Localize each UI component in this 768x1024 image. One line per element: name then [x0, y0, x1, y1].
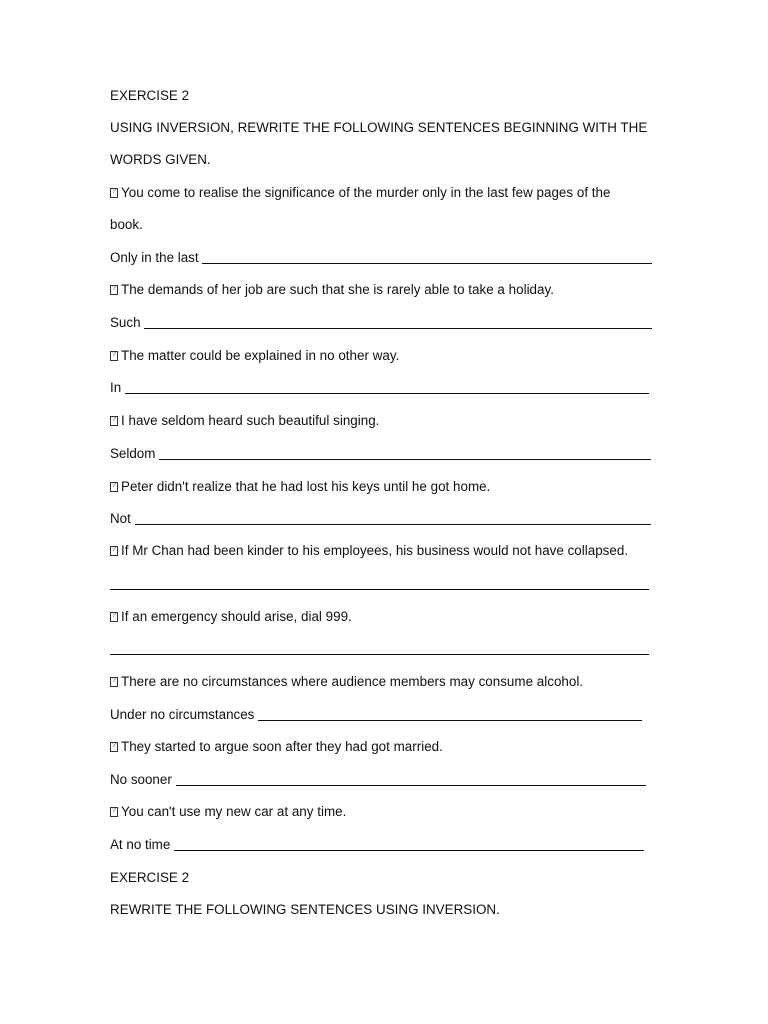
sentence-9-text: They started to argue soon after they had got married.	[121, 739, 443, 754]
answer-row-1	[110, 250, 652, 266]
missing-glyph-bullet-icon	[110, 285, 118, 295]
answer-prompt-8: Under no circumstances	[110, 707, 255, 722]
answer-prompt-4: Seldom	[110, 446, 156, 461]
exercise-heading-2: EXERCISE 2	[110, 870, 190, 885]
sentence-2	[110, 282, 554, 298]
sentence-4	[110, 413, 379, 429]
answer-blank-7[interactable]	[110, 642, 649, 655]
answer-row-2	[110, 315, 652, 331]
answer-blank-9[interactable]	[176, 773, 646, 786]
answer-row-7	[110, 641, 649, 657]
instruction-line-1: USING INVERSION, REWRITE THE FOLLOWING SENTENCES BEGINNING WITH THE	[110, 120, 648, 135]
answer-row-6	[110, 576, 649, 592]
answer-blank-4[interactable]	[159, 447, 651, 460]
missing-glyph-bullet-icon	[110, 351, 118, 361]
answer-prompt-2: Such	[110, 315, 141, 330]
instruction-2: REWRITE THE FOLLOWING SENTENCES USING INVERSION.	[110, 902, 500, 917]
missing-glyph-bullet-icon	[110, 188, 118, 198]
answer-prompt-9: No sooner	[110, 772, 172, 787]
sentence-3-text: The matter could be explained in no other way.	[121, 348, 400, 363]
answer-row-8	[110, 707, 642, 723]
sentence-4-text: I have seldom heard such beautiful singing.	[121, 413, 380, 428]
answer-row-3	[110, 380, 649, 396]
missing-glyph-bullet-icon	[110, 742, 118, 752]
answer-row-9	[110, 772, 646, 788]
sentence-3	[110, 348, 399, 364]
instruction-line-2: WORDS GIVEN.	[110, 152, 211, 167]
sentence-7-text: If an emergency should arise, dial 999.	[121, 609, 352, 624]
answer-blank-5[interactable]	[135, 512, 651, 525]
missing-glyph-bullet-icon	[110, 546, 118, 556]
sentence-1-continuation: book.	[110, 217, 143, 232]
answer-prompt-1: Only in the last	[110, 250, 199, 265]
sentence-7	[110, 609, 352, 625]
answer-blank-8[interactable]	[258, 708, 642, 721]
sentence-10	[110, 804, 346, 820]
missing-glyph-bullet-icon	[110, 612, 118, 622]
missing-glyph-bullet-icon	[110, 416, 118, 426]
sentence-1	[110, 185, 610, 201]
answer-prompt-5: Not	[110, 511, 131, 526]
sentence-5	[110, 479, 490, 495]
answer-row-5	[110, 511, 651, 527]
answer-row-4	[110, 446, 651, 462]
answer-blank-1[interactable]	[202, 251, 652, 264]
missing-glyph-bullet-icon	[110, 482, 118, 492]
sentence-10-text: You can't use my new car at any time.	[121, 804, 347, 819]
answer-row-10	[110, 837, 644, 853]
answer-prompt-3: In	[110, 380, 122, 395]
missing-glyph-bullet-icon	[110, 807, 118, 817]
sentence-8-text: There are no circumstances where audience members may consume alcohol.	[121, 674, 584, 689]
sentence-8	[110, 674, 583, 690]
answer-blank-6[interactable]	[110, 577, 649, 590]
sentence-9	[110, 739, 443, 755]
missing-glyph-bullet-icon	[110, 677, 118, 687]
sentence-6-text: If Mr Chan had been kinder to his employees, his business would not have collapsed.	[121, 543, 629, 558]
answer-blank-10[interactable]	[174, 838, 644, 851]
answer-prompt-10: At no time	[110, 837, 171, 852]
sentence-6	[110, 543, 628, 559]
sentence-5-text: Peter didn't realize that he had lost his keys until he got home.	[121, 479, 491, 494]
exercise-heading-1: EXERCISE 2	[110, 88, 190, 103]
answer-blank-2[interactable]	[144, 316, 652, 329]
answer-blank-3[interactable]	[125, 381, 649, 394]
sentence-2-text: The demands of her job are such that she is rarely able to take a holiday.	[121, 282, 554, 297]
sentence-1-text: You come to realise the significance of the murder only in the last few pages of the	[121, 185, 611, 200]
